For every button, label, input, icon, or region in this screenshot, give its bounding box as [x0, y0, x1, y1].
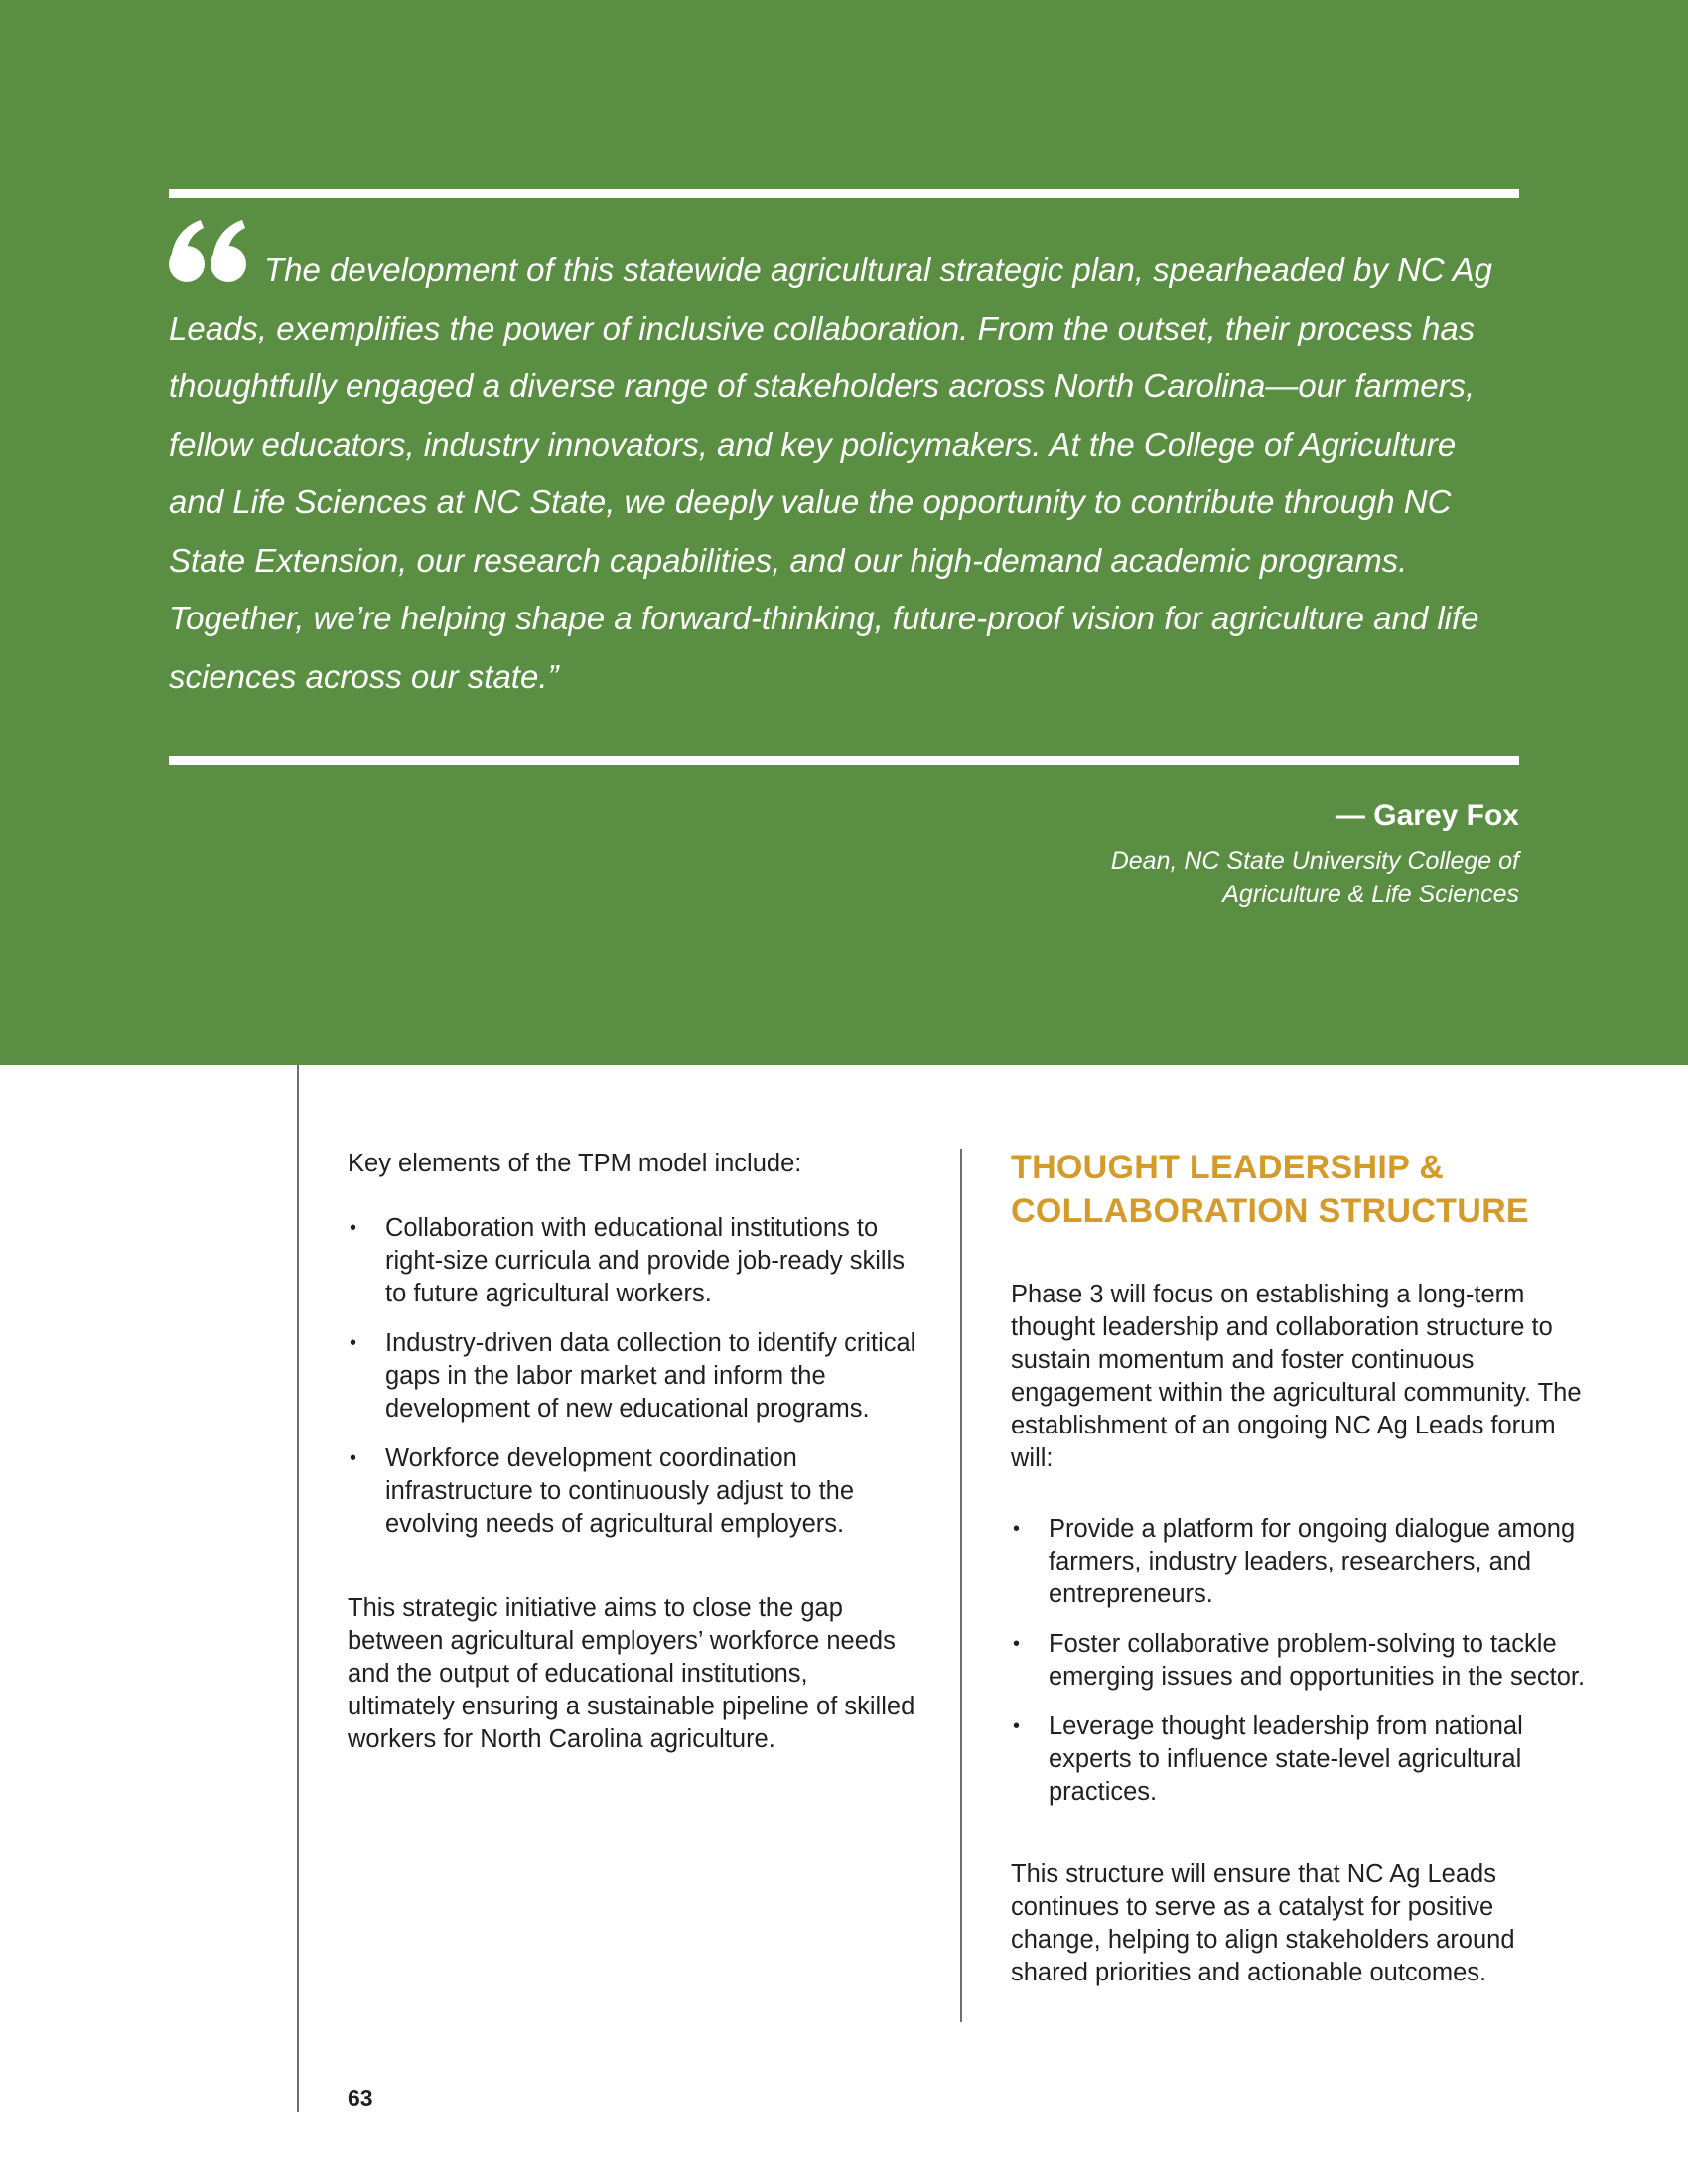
list-item: [348, 1442, 918, 1541]
list-item-text: Provide a platform for ongoing dialogue among farmers, industry leaders, researchers, and entrepreneurs.: [1049, 1515, 1576, 1608]
quote-top-rule: [169, 189, 1519, 198]
left-bullet-list: [348, 1212, 918, 1541]
right-closing-paragraph: This structure will ensure that NC Ag Leads continues to serve as a catalyst for positive change, helping to align stakeholders around shared priorities and actionable outcomes.: [1011, 1860, 1515, 1986]
list-item: [1011, 1628, 1587, 1694]
column-divider: [960, 1149, 962, 2022]
bullet-icon: •: [350, 1217, 357, 1239]
list-item: [348, 1327, 918, 1426]
left-intro: Key elements of the TPM model include:: [348, 1150, 802, 1177]
list-item-text: Workforce development coordination infrastructure to continuously adjust to the evolving needs of agricultural employers.: [385, 1444, 855, 1538]
right-bullet-list: [1011, 1513, 1587, 1809]
list-item-text: Foster collaborative problem-solving to tackle emerging issues and opportunities in the sector.: [1049, 1630, 1586, 1691]
list-item: [1011, 1710, 1587, 1809]
right-intro-paragraph: Phase 3 will focus on establishing a long-term thought leadership and collaboration structure to sustain momentum and foster continuous engagement within the agricultural community. The establishment of an ongoing NC Ag Leads forum will:: [1011, 1281, 1582, 1472]
bullet-icon: •: [350, 1332, 357, 1354]
left-margin-rule: [297, 1065, 299, 2112]
attribution-title: Dean, NC State University College of Agriculture & Life Sciences: [1110, 847, 1519, 908]
quote-text: The development of this statewide agricultural strategic plan, spearheaded by NC Ag Leads, exemplifies the power of inclusive collaboration. From the outset, their process has thoughtfully engaged a diverse range of stakeholders across North Carolina—our farmers, fellow educators, industry innovators, and key policymakers. At the College of Agriculture and Life Sciences at NC State, we deeply value the opportunity to contribute through NC State Extension, our research capabilities, and our high-demand academic programs. Together, we’re helping shape a forward-thinking, future-proof vision for agriculture and life sciences across our state.”: [169, 251, 1492, 695]
attribution-name: — Garey Fox: [1335, 799, 1519, 832]
bullet-icon: •: [350, 1447, 357, 1469]
bullet-icon: •: [1013, 1633, 1021, 1655]
page-number: 63: [348, 2085, 373, 2111]
list-item: [348, 1212, 918, 1310]
left-closing-paragraph: This strategic initiative aims to close the gap between agricultural employers’ workforce needs and the output of educational institutions, ultimately ensuring a sustainable pipeline of skilled workers for North Carolina agriculture.: [348, 1594, 915, 1753]
left-column: [348, 1148, 918, 1756]
quote-bottom-rule: [169, 756, 1519, 765]
bullet-icon: •: [1013, 1715, 1021, 1737]
right-column: [1011, 1146, 1587, 1989]
list-item-text: Leverage thought leadership from national experts to influence state-level agricultural practices.: [1049, 1712, 1523, 1806]
section-heading: THOUGHT LEADERSHIP & COLLABORATION STRUCTURE: [1011, 1149, 1529, 1230]
quote-banner: [0, 0, 1688, 1065]
list-item: [1011, 1513, 1587, 1611]
bullet-icon: •: [1013, 1518, 1021, 1540]
list-item-text: Industry-driven data collection to identify critical gaps in the labor market and inform the development of new educational programs.: [385, 1329, 916, 1423]
list-item-text: Collaboration with educational institutions to right-size curricula and provide job-ready skills to future agricultural workers.: [385, 1214, 905, 1307]
